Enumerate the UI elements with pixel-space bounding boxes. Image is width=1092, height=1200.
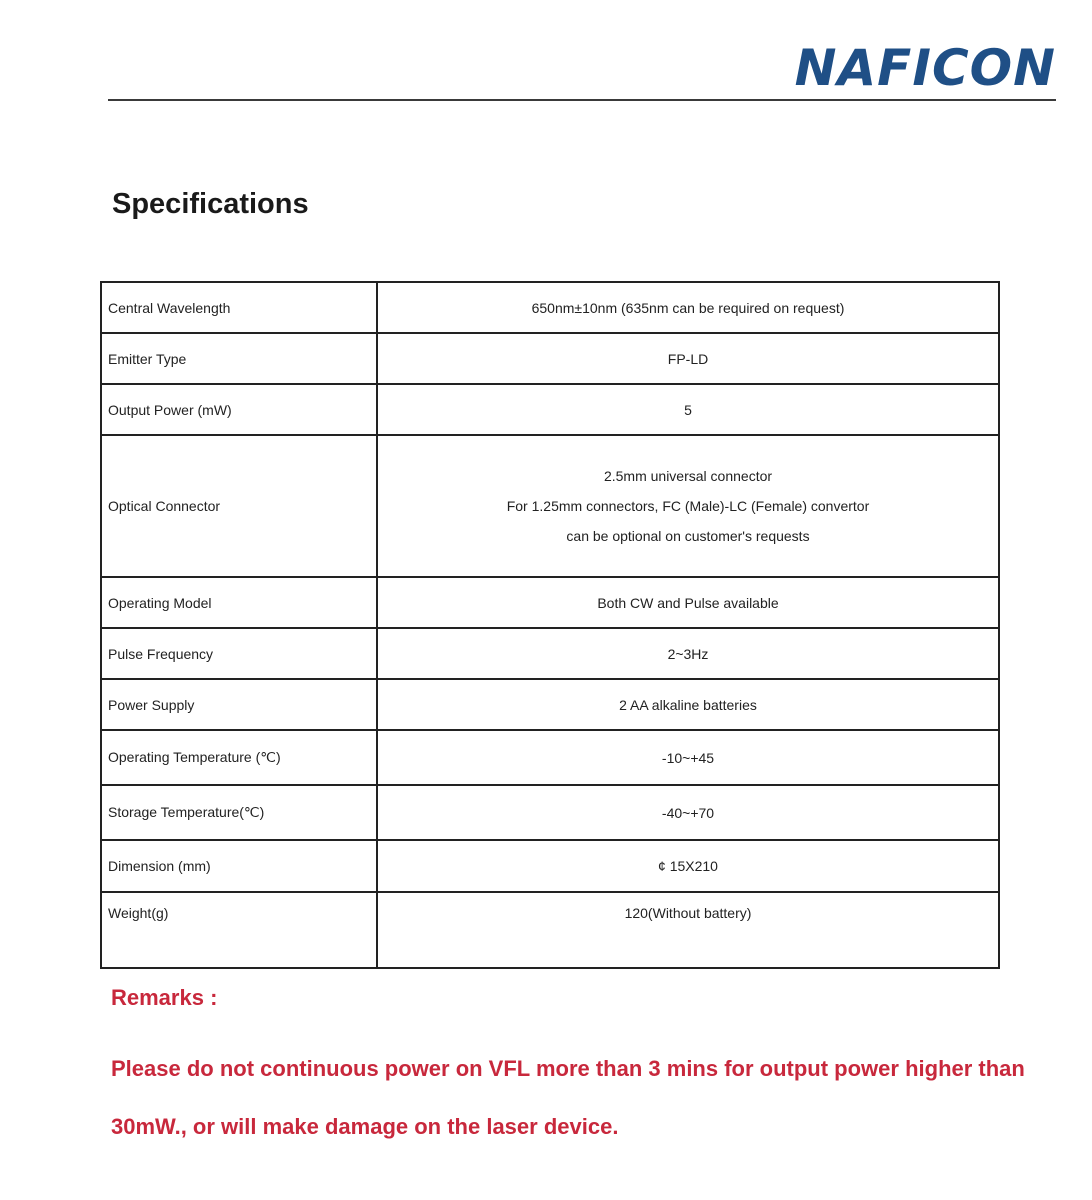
table-row [101, 282, 999, 333]
spec-value: -40~+70 [377, 785, 999, 840]
spec-value: Both CW and Pulse available [377, 577, 999, 628]
table-row [101, 628, 999, 679]
table-row [101, 333, 999, 384]
spec-value: 2~3Hz [377, 628, 999, 679]
spec-label: Operating Temperature (℃) [101, 730, 377, 785]
spec-value: 2 AA alkaline batteries [377, 679, 999, 730]
table-row [101, 785, 999, 840]
spec-label: Power Supply [101, 679, 377, 730]
spec-label: Output Power (mW) [101, 384, 377, 435]
spec-value-line: 2.5mm universal connector [603, 468, 773, 484]
spec-value: ¢ 15X210 [377, 840, 999, 892]
remarks-text: Please do not continuous power on VFL more than 3 mins for output power higher than 30mW., or will make damage on the laser device. [111, 1056, 1025, 1139]
header-divider [108, 99, 1056, 101]
spec-value: 5 [377, 384, 999, 435]
spec-label: Pulse Frequency [101, 628, 377, 679]
spec-value: 650nm±10nm (635nm can be required on request) [377, 282, 999, 333]
spec-label: Emitter Type [101, 333, 377, 384]
spec-label: Optical Connector [101, 435, 377, 577]
table-row [101, 730, 999, 785]
naficon-logo: NAFICON [794, 39, 1056, 97]
table-row [101, 679, 999, 730]
remarks-title: Remarks : [111, 985, 218, 1010]
table-row [101, 435, 999, 577]
table-row [101, 892, 999, 968]
table-row [101, 577, 999, 628]
spec-label: Weight(g) [101, 892, 377, 968]
spec-label: Storage Temperature(℃) [101, 785, 377, 840]
spec-label: Dimension (mm) [101, 840, 377, 892]
spec-label: Central Wavelength [101, 282, 377, 333]
spec-label: Operating Model [101, 577, 377, 628]
specifications-table [100, 281, 1000, 969]
spec-value-line: can be optional on customer's requests [566, 528, 810, 544]
table-row [101, 840, 999, 892]
spec-value [377, 435, 999, 577]
spec-value-line: For 1.25mm connectors, FC (Male)-LC (Female) convertor [506, 498, 870, 514]
spec-value: -10~+45 [377, 730, 999, 785]
spec-value: 120(Without battery) [377, 892, 999, 968]
table-row [101, 384, 999, 435]
page-title: Specifications [112, 188, 309, 220]
spec-value: FP-LD [377, 333, 999, 384]
